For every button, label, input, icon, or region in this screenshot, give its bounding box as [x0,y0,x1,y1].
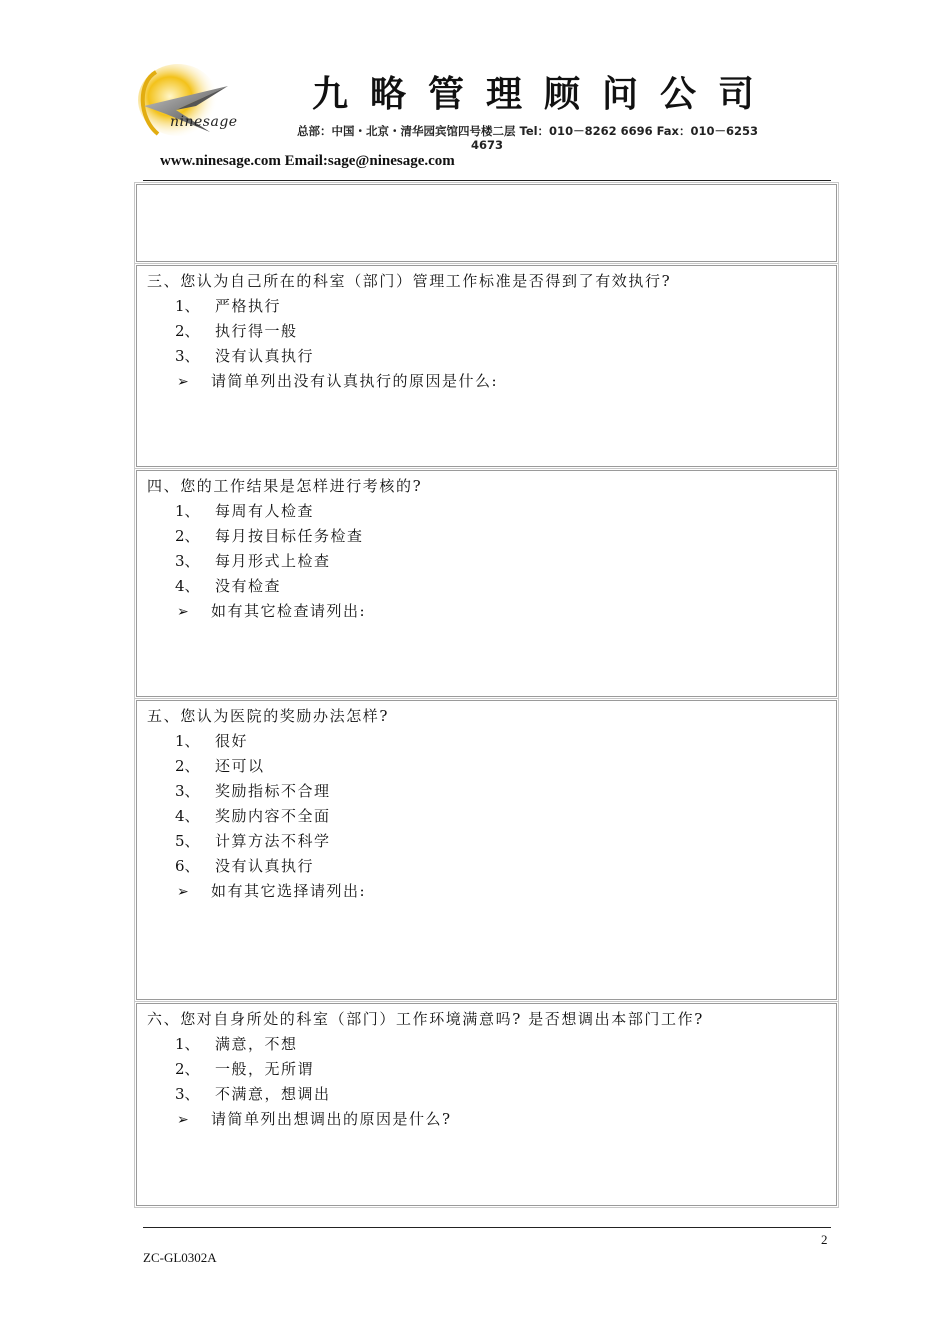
option-number: 3、 [175,1085,200,1103]
question-title: 三、您认为自己所在的科室（部门）管理工作标准是否得到了有效执行? [147,272,672,290]
survey-table [133,184,840,1209]
question-5 [136,700,837,1000]
address-line-continued: 4673 [470,138,503,152]
option-label: 严格执行 [215,297,282,315]
prompt-label: 如有其它选择请列出: [211,882,367,900]
option-item[interactable] [147,1082,836,1107]
question-6 [136,1003,837,1206]
arrow-bullet-icon: ➢ [177,604,189,620]
option-label: 还可以 [215,757,265,775]
footer-divider [143,1227,831,1228]
option-number: 2、 [175,527,200,545]
option-item[interactable] [147,779,836,804]
question-4 [136,470,837,697]
arrow-bullet-icon: ➢ [177,884,189,900]
option-number: 1、 [175,502,200,520]
open-answer-prompt [147,599,836,625]
website-email-line: www.ninesage.com Email:sage@ninesage.com [160,153,455,169]
option-label: 很好 [215,732,249,750]
prompt-label: 请简单列出想调出的原因是什么? [211,1110,452,1128]
option-number: 2、 [175,322,200,340]
option-item[interactable] [147,574,836,599]
question-3 [136,265,837,467]
option-item[interactable] [147,754,836,779]
option-number: 1、 [175,297,200,315]
option-item[interactable] [147,294,836,319]
document-code: ZC-GL0302A [143,1250,217,1265]
option-label: 计算方法不科学 [215,832,331,850]
option-label: 每月按目标任务检查 [215,527,364,545]
option-number: 2、 [175,757,200,775]
option-label: 没有检查 [215,577,282,595]
option-label: 每月形式上检查 [215,552,331,570]
option-item[interactable] [147,1057,836,1082]
option-number: 1、 [175,1035,200,1053]
option-number: 2、 [175,1060,200,1078]
option-label: 执行得一般 [215,322,298,340]
option-item[interactable] [147,829,836,854]
page-number: 2 [821,1232,828,1247]
option-item[interactable] [147,729,836,754]
option-number: 1、 [175,732,200,750]
option-number: 3、 [175,782,200,800]
option-label: 奖励指标不合理 [215,782,331,800]
question-title: 五、您认为医院的奖励办法怎样? [147,707,390,725]
option-label: 没有认真执行 [215,347,315,365]
option-number: 4、 [175,807,200,825]
option-label: 每周有人检查 [215,502,315,520]
option-item[interactable] [147,344,836,369]
option-item[interactable] [147,854,836,879]
option-label: 奖励内容不全面 [215,807,331,825]
question-title: 四、您的工作结果是怎样进行考核的? [147,477,423,495]
answer-space-previous[interactable] [136,184,837,262]
option-number: 3、 [175,347,200,365]
ninesage-logo [136,62,264,144]
option-item[interactable] [147,549,836,574]
page-header [0,0,950,190]
open-answer-prompt [147,369,836,395]
option-item[interactable] [147,804,836,829]
option-label: 满意，不想 [215,1035,298,1053]
open-answer-prompt [147,879,836,905]
company-address [297,124,827,152]
option-item[interactable] [147,1032,836,1057]
company-name: 九略管理顾问公司 [312,74,777,115]
option-number: 6、 [175,857,200,875]
option-label: 一般，无所谓 [215,1060,315,1078]
option-item[interactable] [147,499,836,524]
option-number: 5、 [175,832,200,850]
header-divider [143,180,831,181]
option-number: 3、 [175,552,200,570]
arrow-bullet-icon: ➢ [177,1112,189,1128]
option-number: 4、 [175,577,200,595]
arrow-bullet-icon: ➢ [177,374,189,390]
option-item[interactable] [147,524,836,549]
option-label: 没有认真执行 [215,857,315,875]
open-answer-prompt [147,1107,836,1133]
option-item[interactable] [147,319,836,344]
question-title: 六、您对自身所处的科室（部门）工作环境满意吗? 是否想调出本部门工作? [147,1010,704,1028]
logo-wordmark: ninesage [170,114,238,130]
option-label: 不满意，想调出 [215,1085,331,1103]
prompt-label: 请简单列出没有认真执行的原因是什么: [211,372,499,390]
prompt-label: 如有其它检查请列出: [211,602,367,620]
address-line: 总部：中国・北京・清华园宾馆四号楼二层 Tel：010－8262 6696 Fax：010－6253 [297,124,758,138]
